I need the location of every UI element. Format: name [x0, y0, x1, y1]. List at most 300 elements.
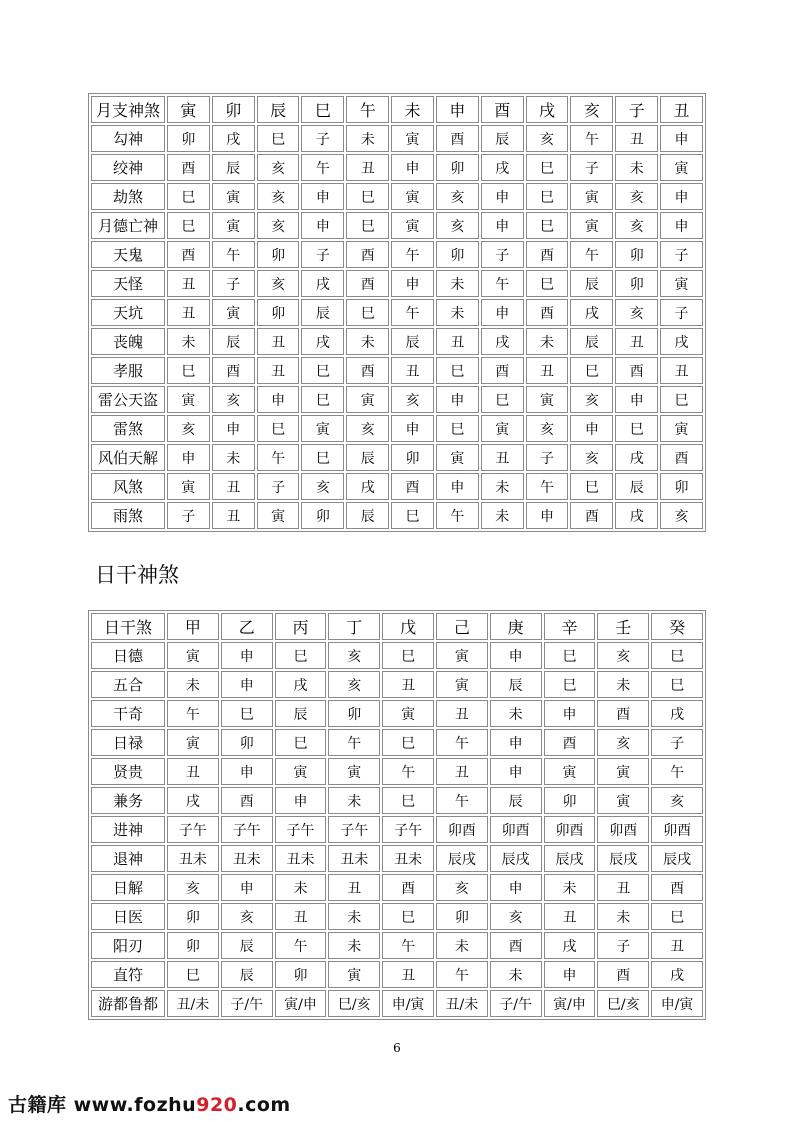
table-cell: 丑	[436, 700, 488, 727]
table-cell: 丑	[615, 125, 658, 152]
table-cell: 亥	[346, 415, 389, 442]
table-cell: 卯	[257, 241, 300, 268]
table-cell: 未	[436, 299, 479, 326]
table-cell: 辰戌	[436, 845, 488, 872]
table-cell: 子/午	[490, 990, 542, 1017]
table-cell: 寅	[328, 758, 380, 785]
table-cell: 巳	[436, 415, 479, 442]
row-label-cell: 劫煞	[91, 183, 165, 210]
table-cell: 亥	[436, 183, 479, 210]
table-cell: 卯酉	[597, 816, 649, 843]
table-cell: 巳/亥	[328, 990, 380, 1017]
table-cell: 亥	[436, 874, 488, 901]
table-cell: 子午	[328, 816, 380, 843]
table-cell: 午	[570, 125, 613, 152]
table-cell: 亥	[597, 642, 649, 669]
table-row	[91, 961, 703, 988]
table-cell: 酉	[526, 241, 569, 268]
table-row	[91, 874, 703, 901]
table-cell: 巳	[526, 270, 569, 297]
row-label-cell: 雨煞	[91, 502, 165, 529]
table-cell: 戌	[212, 125, 255, 152]
table-cell: 申	[221, 671, 273, 698]
table-cell: 申	[391, 270, 434, 297]
table-cell: 亥	[597, 729, 649, 756]
table-cell: 未	[526, 328, 569, 355]
table-cell: 辰	[212, 328, 255, 355]
table-cell: 酉	[221, 787, 273, 814]
table-cell: 酉	[615, 357, 658, 384]
header-cell: 卯	[212, 96, 255, 123]
table-cell: 申	[221, 874, 273, 901]
table-cell: 卯	[275, 961, 327, 988]
table-cell: 丑/未	[436, 990, 488, 1017]
table-cell: 戌	[615, 502, 658, 529]
table-cell: 酉	[167, 241, 210, 268]
page-number: 6	[393, 1041, 401, 1055]
table-cell: 午	[328, 729, 380, 756]
table-cell: 辰	[346, 502, 389, 529]
table-cell: 亥	[570, 386, 613, 413]
table-cell: 辰	[221, 961, 273, 988]
table-cell: 卯	[328, 700, 380, 727]
row-label-cell: 孝服	[91, 357, 165, 384]
table-cell: 子	[651, 729, 703, 756]
table-cell: 寅	[391, 125, 434, 152]
table-cell: 亥	[490, 903, 542, 930]
table-cell: 亥	[651, 787, 703, 814]
table-cell: 巳	[275, 642, 327, 669]
table-cell: 寅	[382, 700, 434, 727]
table-cell: 卯酉	[544, 816, 596, 843]
table-cell: 未	[481, 502, 524, 529]
table-cell: 戌	[651, 700, 703, 727]
table-cell: 亥	[436, 212, 479, 239]
table-cell: 未	[615, 154, 658, 181]
table-cell: 丑	[481, 444, 524, 471]
table-cell: 丑	[167, 299, 210, 326]
row-label-cell: 风煞	[91, 473, 165, 500]
table-cell: 申	[544, 961, 596, 988]
table-cell: 寅	[301, 415, 344, 442]
table-row	[91, 386, 703, 413]
table-cell: 卯	[615, 270, 658, 297]
table-cell: 未	[328, 932, 380, 959]
row-label-cell: 游都鲁都	[91, 990, 165, 1017]
table-cell: 寅	[660, 154, 703, 181]
table-cell: 寅	[167, 729, 219, 756]
table-cell: 申	[570, 415, 613, 442]
table-row	[91, 729, 703, 756]
table-cell: 申	[301, 212, 344, 239]
table-cell: 寅	[167, 642, 219, 669]
row-label-cell: 阳刃	[91, 932, 165, 959]
table-row	[91, 154, 703, 181]
table-cell: 亥	[328, 642, 380, 669]
table-cell: 寅/申	[275, 990, 327, 1017]
table-row	[91, 183, 703, 210]
table-row	[91, 415, 703, 442]
table-row	[91, 642, 703, 669]
table-cell: 寅	[275, 758, 327, 785]
table-cell: 巳	[301, 386, 344, 413]
table-cell: 巳	[526, 154, 569, 181]
table-cell: 丑	[436, 758, 488, 785]
section-heading: 日干神煞	[95, 563, 179, 587]
table-cell: 卯	[436, 154, 479, 181]
table-cell: 寅	[436, 642, 488, 669]
table-cell: 未	[544, 874, 596, 901]
table-row	[91, 700, 703, 727]
table-cell: 申	[660, 125, 703, 152]
table-cell: 子	[481, 241, 524, 268]
table-cell: 寅	[346, 386, 389, 413]
row-label-cell: 雷煞	[91, 415, 165, 442]
header-cell: 丁	[328, 613, 380, 640]
header-cell: 戌	[526, 96, 569, 123]
table-cell: 巳	[346, 212, 389, 239]
table-cell: 巳	[257, 415, 300, 442]
table-cell: 巳	[526, 183, 569, 210]
table-cell: 未	[328, 787, 380, 814]
table-cell: 寅	[391, 183, 434, 210]
table-cell: 戌	[481, 328, 524, 355]
table-cell: 巳	[570, 357, 613, 384]
table-cell: 丑未	[328, 845, 380, 872]
header-cell: 癸	[651, 613, 703, 640]
table-row	[91, 241, 703, 268]
table-cell: 辰	[615, 473, 658, 500]
table-cell: 卯	[167, 125, 210, 152]
table-cell: 子午	[221, 816, 273, 843]
table-cell: 申	[391, 415, 434, 442]
table-cell: 巳	[570, 473, 613, 500]
table-cell: 子	[597, 932, 649, 959]
table-cell: 寅	[328, 961, 380, 988]
table-cell: 巳	[526, 212, 569, 239]
table-cell: 丑	[436, 328, 479, 355]
table-cell: 午	[526, 473, 569, 500]
table-cell: 丑	[275, 903, 327, 930]
table-cell: 巳	[651, 642, 703, 669]
table-cell: 亥	[167, 874, 219, 901]
table-cell: 申	[436, 473, 479, 500]
table-row	[91, 903, 703, 930]
table-cell: 寅	[167, 473, 210, 500]
table-cell: 酉	[526, 299, 569, 326]
table-cell: 未	[436, 270, 479, 297]
table-cell: 子	[570, 154, 613, 181]
table-cell: 申/寅	[651, 990, 703, 1017]
table-cell: 酉	[346, 270, 389, 297]
table-cell: 酉	[544, 729, 596, 756]
table-cell: 酉	[651, 874, 703, 901]
table-header-row	[91, 96, 703, 123]
table-cell: 申	[526, 502, 569, 529]
table-cell: 巳	[221, 700, 273, 727]
table-cell: 子	[167, 502, 210, 529]
header-cell: 己	[436, 613, 488, 640]
table-row	[91, 299, 703, 326]
table-header-row	[91, 613, 703, 640]
table-cell: 亥	[221, 903, 273, 930]
table-cell: 酉	[212, 357, 255, 384]
table-cell: 午	[651, 758, 703, 785]
table-cell: 未	[490, 700, 542, 727]
table-cell: 子	[526, 444, 569, 471]
header-cell: 巳	[301, 96, 344, 123]
row-label-cell: 勾神	[91, 125, 165, 152]
table-row	[91, 671, 703, 698]
table-cell: 寅	[436, 671, 488, 698]
table-cell: 丑未	[382, 845, 434, 872]
table-cell: 寅	[212, 183, 255, 210]
table-cell: 亥	[660, 502, 703, 529]
table-cell: 辰戌	[490, 845, 542, 872]
table-row	[91, 787, 703, 814]
table-cell: 寅	[526, 386, 569, 413]
table-cell: 寅	[597, 787, 649, 814]
table-cell: 卯	[544, 787, 596, 814]
header-cell: 辰	[257, 96, 300, 123]
table-cell: 午	[275, 932, 327, 959]
table-cell: 丑	[167, 758, 219, 785]
table-cell: 寅	[391, 212, 434, 239]
row-label-cell: 退神	[91, 845, 165, 872]
header-cell: 丑	[660, 96, 703, 123]
table-cell: 申	[275, 787, 327, 814]
table-cell: 巳	[382, 642, 434, 669]
table-cell: 戌	[615, 444, 658, 471]
table-cell: 寅	[660, 415, 703, 442]
table-row	[91, 444, 703, 471]
table-cell: 丑	[257, 328, 300, 355]
row-label-cell: 贤贵	[91, 758, 165, 785]
table-row	[91, 502, 703, 529]
table-cell: 戌	[346, 473, 389, 500]
table-cell: 巳	[167, 961, 219, 988]
header-cell: 丙	[275, 613, 327, 640]
table-cell: 辰	[391, 328, 434, 355]
row-label-cell: 日医	[91, 903, 165, 930]
table-cell: 午	[391, 241, 434, 268]
header-cell: 月支神煞	[91, 96, 165, 123]
day-stem-shensha-table	[88, 610, 706, 1020]
table-cell: 未	[597, 903, 649, 930]
header-cell: 日干煞	[91, 613, 165, 640]
table-row	[91, 816, 703, 843]
table-cell: 辰	[221, 932, 273, 959]
row-label-cell: 绞神	[91, 154, 165, 181]
table-row	[91, 328, 703, 355]
table-cell: 申	[391, 154, 434, 181]
table-cell: 卯酉	[651, 816, 703, 843]
table-cell: 寅	[660, 270, 703, 297]
row-label-cell: 天坑	[91, 299, 165, 326]
table-cell: 寅	[544, 758, 596, 785]
table-cell: 丑	[660, 357, 703, 384]
table-cell: 午	[167, 700, 219, 727]
row-label-cell: 丧魄	[91, 328, 165, 355]
table-row	[91, 932, 703, 959]
header-cell: 庚	[490, 613, 542, 640]
table-cell: 巳	[382, 787, 434, 814]
table-cell: 巳	[301, 444, 344, 471]
table-cell: 卯	[221, 729, 273, 756]
header-cell: 酉	[481, 96, 524, 123]
table-cell: 辰	[346, 444, 389, 471]
table-cell: 亥	[328, 671, 380, 698]
table-cell: 丑	[212, 502, 255, 529]
table-cell: 巳/亥	[597, 990, 649, 1017]
table-cell: 亥	[526, 125, 569, 152]
table-cell: 戌	[544, 932, 596, 959]
table-cell: 丑	[544, 903, 596, 930]
table-cell: 卯	[615, 241, 658, 268]
table-cell: 午	[436, 729, 488, 756]
table-cell: 寅	[257, 502, 300, 529]
table-cell: 亥	[167, 415, 210, 442]
table-cell: 子/午	[221, 990, 273, 1017]
table-cell: 丑	[391, 357, 434, 384]
table-cell: 辰	[212, 154, 255, 181]
table-cell: 巳	[660, 386, 703, 413]
table-cell: 卯	[391, 444, 434, 471]
table-cell: 辰戌	[544, 845, 596, 872]
header-cell: 子	[615, 96, 658, 123]
table-cell: 申	[481, 212, 524, 239]
table-cell: 丑	[212, 473, 255, 500]
table-cell: 酉	[346, 241, 389, 268]
table-cell: 午	[301, 154, 344, 181]
table-cell: 戌	[651, 961, 703, 988]
table-cell: 申	[490, 874, 542, 901]
table-cell: 亥	[526, 415, 569, 442]
header-cell: 戊	[382, 613, 434, 640]
table-cell: 亥	[257, 212, 300, 239]
month-branch-shensha-table	[88, 93, 706, 532]
row-label-cell: 天鬼	[91, 241, 165, 268]
watermark-suffix: .com	[237, 1094, 291, 1116]
table-cell: 亥	[301, 473, 344, 500]
table-cell: 丑未	[275, 845, 327, 872]
table-cell: 巳	[651, 903, 703, 930]
table-cell: 酉	[481, 357, 524, 384]
table-cell: 丑未	[221, 845, 273, 872]
table-cell: 丑	[597, 874, 649, 901]
table-cell: 丑/未	[167, 990, 219, 1017]
table-cell: 申	[490, 642, 542, 669]
table-cell: 辰	[570, 270, 613, 297]
table-cell: 寅	[597, 758, 649, 785]
table-cell: 巳	[346, 183, 389, 210]
watermark-number: 920	[196, 1094, 238, 1116]
table-cell: 亥	[257, 154, 300, 181]
table-cell: 寅	[436, 444, 479, 471]
header-cell: 寅	[167, 96, 210, 123]
table-cell: 辰	[301, 299, 344, 326]
table-cell: 丑	[382, 961, 434, 988]
table-cell: 未	[490, 961, 542, 988]
table-cell: 卯酉	[490, 816, 542, 843]
table-cell: 申	[301, 183, 344, 210]
table-cell: 巳	[544, 671, 596, 698]
table-cell: 申	[490, 729, 542, 756]
table-cell: 申	[481, 299, 524, 326]
row-label-cell: 天怪	[91, 270, 165, 297]
table-cell: 未	[481, 473, 524, 500]
row-label-cell: 雷公天盗	[91, 386, 165, 413]
site-watermark	[8, 1090, 291, 1117]
table-cell: 子	[301, 241, 344, 268]
table-cell: 丑	[651, 932, 703, 959]
table-cell: 寅	[570, 183, 613, 210]
table-cell: 午	[481, 270, 524, 297]
table-cell: 巳	[275, 729, 327, 756]
table-cell: 辰戌	[651, 845, 703, 872]
table-cell: 卯	[301, 502, 344, 529]
table-cell: 戌	[660, 328, 703, 355]
row-label-cell: 进神	[91, 816, 165, 843]
table-cell: 酉	[570, 502, 613, 529]
row-label-cell: 兼务	[91, 787, 165, 814]
table-cell: 申	[490, 758, 542, 785]
header-cell: 亥	[570, 96, 613, 123]
table-cell: 寅/申	[544, 990, 596, 1017]
table-cell: 申	[257, 386, 300, 413]
table-cell: 未	[212, 444, 255, 471]
table-cell: 亥	[391, 386, 434, 413]
table-cell: 巳	[167, 357, 210, 384]
table-cell: 丑	[346, 154, 389, 181]
table-cell: 巳	[615, 415, 658, 442]
table-cell: 申	[660, 183, 703, 210]
table-cell: 戌	[481, 154, 524, 181]
table-cell: 卯	[436, 903, 488, 930]
table-cell: 申	[660, 212, 703, 239]
table-cell: 申	[436, 386, 479, 413]
table-cell: 巳	[481, 386, 524, 413]
table-cell: 丑	[382, 671, 434, 698]
header-cell: 辛	[544, 613, 596, 640]
table-cell: 午	[436, 787, 488, 814]
table-cell: 酉	[597, 961, 649, 988]
table-cell: 丑	[615, 328, 658, 355]
table-cell: 戌	[167, 787, 219, 814]
header-cell: 壬	[597, 613, 649, 640]
table-cell: 戌	[301, 328, 344, 355]
table-cell: 卯酉	[436, 816, 488, 843]
table-cell: 寅	[167, 386, 210, 413]
table-cell: 巳	[391, 502, 434, 529]
table-cell: 午	[436, 502, 479, 529]
header-cell: 未	[391, 96, 434, 123]
table-cell: 卯	[167, 932, 219, 959]
table-cell: 未	[275, 874, 327, 901]
table-cell: 丑	[328, 874, 380, 901]
table-cell: 申	[221, 642, 273, 669]
table-cell: 未	[167, 328, 210, 355]
table-cell: 亥	[257, 270, 300, 297]
table-cell: 亥	[615, 183, 658, 210]
table-cell: 巳	[346, 299, 389, 326]
row-label-cell: 风伯天解	[91, 444, 165, 471]
table-cell: 子	[660, 299, 703, 326]
table-row	[91, 990, 703, 1017]
table-cell: 子午	[275, 816, 327, 843]
table-cell: 戌	[570, 299, 613, 326]
table-cell: 申	[544, 700, 596, 727]
